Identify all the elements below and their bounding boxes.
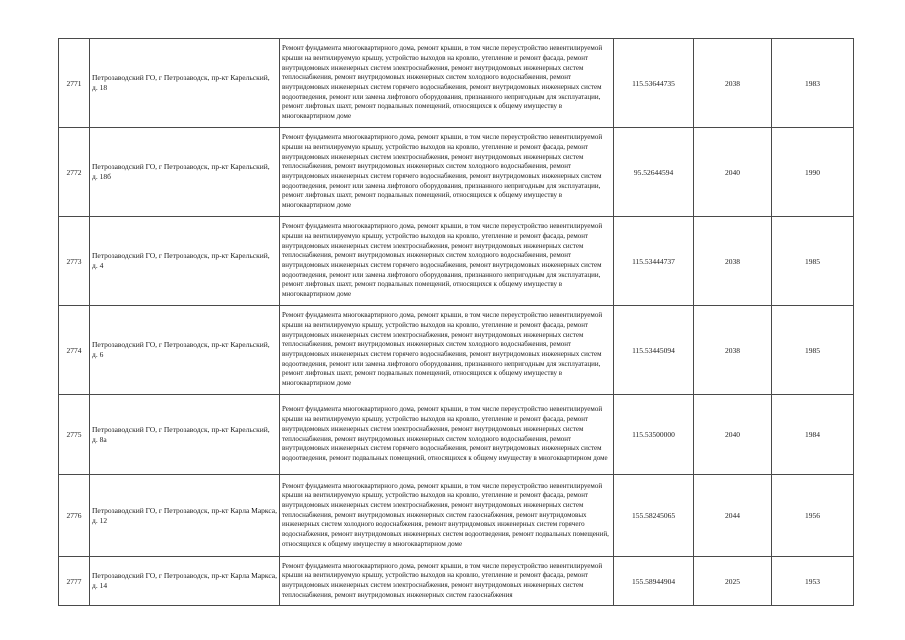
cost-cell: 115.53445094 <box>614 306 694 395</box>
works-cell <box>280 395 614 475</box>
works-cell <box>280 306 614 395</box>
cost-cell: 115.53444737 <box>614 217 694 306</box>
row-number: 2771 <box>59 39 90 128</box>
works-text: Ремонт фундамента многоквартирного дома, ремонт крыши, в том числе переустройство невентилируемой крыши на вентилируемую крышу, устройство выходов на кровлю, утепление и ремонт фасада, ремонт внутридомовых инженерных систем электроснабжения, ремонт внутридомовых инженерных систем теплоснабжения, ремонт внутридомовых инженерных систем газоснабжения <box>282 561 603 599</box>
build-year-cell: 1985 <box>772 306 854 395</box>
address-cell: Петрозаводский ГО, г Петрозаводск, пр-кт Карельский, д. 18 <box>90 39 280 128</box>
row-number: 2776 <box>59 475 90 557</box>
works-cell <box>280 557 614 606</box>
address-cell: Петрозаводский ГО, г Петрозаводск, пр-кт Карельский, д. 6 <box>90 306 280 395</box>
works-text: Ремонт фундамента многоквартирного дома, ремонт крыши, в том числе переустройство невентилируемой крыши на вентилируемую крышу, устройство выходов на кровлю, утепление и ремонт фасада, ремонт внутридомовых инженерных систем электроснабжения, ремонт внутридомовых инженерных систем теплоснабжения, ремонт внутридомовых инженерных систем холодного водоснабжения, ремонт внутридомовых инженерных систем горячего водоснабжения, ремонт внутридомовых инженерных систем водоотведения, ремонт или замена лифтового оборудования, признанного непригодным для эксплуатации, ремонт лифтовых шахт, ремонт подвальных помещений, относящихся к общему имуществу в многоквартирном доме <box>282 311 603 388</box>
planned-year-cell: 2044 <box>694 475 772 557</box>
cost-cell: 155.58245065 <box>614 475 694 557</box>
row-number: 2774 <box>59 306 90 395</box>
build-year-cell: 1990 <box>772 128 854 217</box>
table-row <box>59 217 854 306</box>
address-cell: Петрозаводский ГО, г Петрозаводск, пр-кт Карла Маркса, д. 12 <box>90 475 280 557</box>
works-cell <box>280 128 614 217</box>
works-text: Ремонт фундамента многоквартирного дома, ремонт крыши, в том числе переустройство невентилируемой крыши на вентилируемую крышу, устройство выходов на кровлю, утепление и ремонт фасада, ремонт внутридомовых инженерных систем электроснабжения, ремонт внутридомовых инженерных систем теплоснабжения, ремонт внутридомовых инженерных систем холодного водоснабжения, ремонт внутридомовых инженерных систем горячего водоснабжения, ремонт внутридомовых инженерных систем водоотведения, ремонт или замена лифтового оборудования, признанного непригодным для эксплуатации, ремонт лифтовых шахт, ремонт подвальных помещений, относящихся к общему имуществу в многоквартирном доме <box>282 44 603 121</box>
capital-repair-table <box>58 38 854 606</box>
address-cell: Петрозаводский ГО, г Петрозаводск, пр-кт Карельский, д. 8а <box>90 395 280 475</box>
works-text: Ремонт фундамента многоквартирного дома, ремонт крыши, в том числе переустройство невентилируемой крыши на вентилируемую крышу, устройство выходов на кровлю, утепление и ремонт фасада, ремонт внутридомовых инженерных систем электроснабжения, ремонт внутридомовых инженерных систем теплоснабжения, ремонт внутридомовых инженерных систем холодного водоснабжения, ремонт внутридомовых инженерных систем горячего водоснабжения, ремонт внутридомовых инженерных систем водоотведения, ремонт подвальных помещений, относящихся к общему имуществу в многоквартирном доме <box>282 405 608 462</box>
build-year-cell: 1984 <box>772 395 854 475</box>
row-number: 2777 <box>59 557 90 606</box>
cost-cell: 155.58944904 <box>614 557 694 606</box>
row-number: 2773 <box>59 217 90 306</box>
address-cell: Петрозаводский ГО, г Петрозаводск, пр-кт Карла Маркса, д. 14 <box>90 557 280 606</box>
cost-cell: 95.52644594 <box>614 128 694 217</box>
table-row <box>59 128 854 217</box>
cost-cell: 115.53500000 <box>614 395 694 475</box>
planned-year-cell: 2038 <box>694 39 772 128</box>
planned-year-cell: 2038 <box>694 217 772 306</box>
planned-year-cell: 2040 <box>694 395 772 475</box>
planned-year-cell: 2025 <box>694 557 772 606</box>
build-year-cell: 1985 <box>772 217 854 306</box>
cost-cell: 115.53644735 <box>614 39 694 128</box>
works-text: Ремонт фундамента многоквартирного дома, ремонт крыши, в том числе переустройство невентилируемой крыши на вентилируемую крышу, устройство выходов на кровлю, утепление и ремонт фасада, ремонт внутридомовых инженерных систем электроснабжения, ремонт внутридомовых инженерных систем теплоснабжения, ремонт внутридомовых инженерных систем газоснабжения, ремонт внутридомовых инженерных систем холодного водоснабжения, ремонт внутридомовых инженерных систем горячего водоснабжения, ремонт внутридомовых инженерных систем водоотведения, ремонт подвальных помещений, относящихся к общему имуществу в многоквартирном доме <box>282 481 609 548</box>
works-text: Ремонт фундамента многоквартирного дома, ремонт крыши, в том числе переустройство невентилируемой крыши на вентилируемую крышу, устройство выходов на кровлю, утепление и ремонт фасада, ремонт внутридомовых инженерных систем электроснабжения, ремонт внутридомовых инженерных систем теплоснабжения, ремонт внутридомовых инженерных систем холодного водоснабжения, ремонт внутридомовых инженерных систем горячего водоснабжения, ремонт внутридомовых инженерных систем водоотведения, ремонт или замена лифтового оборудования, признанного непригодным для эксплуатации, ремонт лифтовых шахт, ремонт подвальных помещений, относящихся к общему имуществу в многоквартирном доме <box>282 133 603 210</box>
works-cell <box>280 39 614 128</box>
address-cell: Петрозаводский ГО, г Петрозаводск, пр-кт Карельский, д. 18б <box>90 128 280 217</box>
table-row <box>59 39 854 128</box>
row-number: 2772 <box>59 128 90 217</box>
works-cell <box>280 217 614 306</box>
address-cell: Петрозаводский ГО, г Петрозаводск, пр-кт Карельский, д. 4 <box>90 217 280 306</box>
works-cell <box>280 475 614 557</box>
row-number: 2775 <box>59 395 90 475</box>
table-row <box>59 475 854 557</box>
planned-year-cell: 2040 <box>694 128 772 217</box>
table-row <box>59 557 854 606</box>
works-text: Ремонт фундамента многоквартирного дома, ремонт крыши, в том числе переустройство невентилируемой крыши на вентилируемую крышу, устройство выходов на кровлю, утепление и ремонт фасада, ремонт внутридомовых инженерных систем электроснабжения, ремонт внутридомовых инженерных систем теплоснабжения, ремонт внутридомовых инженерных систем холодного водоснабжения, ремонт внутридомовых инженерных систем горячего водоснабжения, ремонт внутридомовых инженерных систем водоотведения, ремонт или замена лифтового оборудования, признанного непригодным для эксплуатации, ремонт лифтовых шахт, ремонт подвальных помещений, относящихся к общему имуществу в многоквартирном доме <box>282 222 603 299</box>
build-year-cell: 1953 <box>772 557 854 606</box>
table-row <box>59 306 854 395</box>
build-year-cell: 1983 <box>772 39 854 128</box>
build-year-cell: 1956 <box>772 475 854 557</box>
table-row <box>59 395 854 475</box>
planned-year-cell: 2038 <box>694 306 772 395</box>
